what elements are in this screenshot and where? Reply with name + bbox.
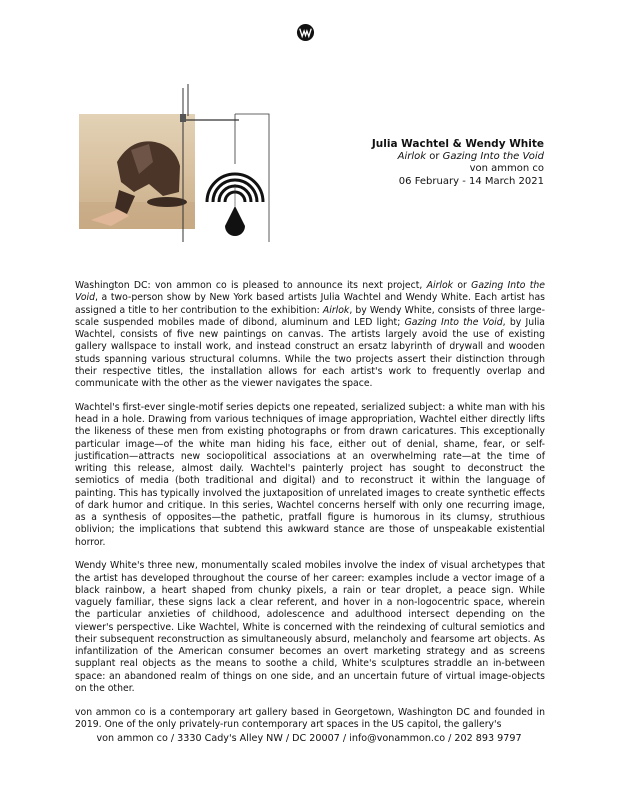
exhibition-artwork-image [79, 84, 278, 242]
paragraph-gallery: von ammon co is a contemporary art gallery based in Georgetown, Washington DC and founded in 2019. One of the only privately-run contemporary art spaces in the US capitol, the gallery's [75, 706, 545, 730]
exhibition-title: Airlok or Gazing Into the Void [397, 150, 544, 162]
footer-contact: von ammon co / 3330 Cady's Alley NW / DC 20007 / info@vonammon.co / 202 893 9797 [96, 733, 522, 744]
exhibition-header [372, 138, 544, 188]
paragraph-intro: Washington DC: von ammon co is pleased to announce its next project, Airlok or Gazing Into the Void, a two-person show by New York based artists Julia Wachtel and Wendy White. Each artist has assigned a title to her contribution to the exhibition: Airlok, by Wendy White, consists of three large-scale suspended mobiles made of dibond, aluminum and LED light; Gazing Into the Void, by Julia Wachtel, consists of five new paintings on canvas. The artists largely avoid the use of existing gallery wallspace to install work, and instead construct an ersatz labyrinth of drywall and wooden studs spanning various structural columns. While the two projects assert their distinction through their respective titles, the installation allows for each artist's work to frequently overlap and communicate with the other as the viewer navigates the space. [75, 280, 546, 389]
press-release-body [75, 280, 545, 766]
paragraph-white: Wendy White's three new, monumentally scaled mobiles involve the index of visual archetypes that the artist has developed throughout the course of her career: examples include a vector image of a black rainbow, a heart shaped from chunky pixels, a rain or tear droplet, a peace sign. While vaguely familiar, these signs lack a clear referent, and hover in a non-logocentric space, wherein the particular anxieties of childhood, adolescence and adulthood intersect depending on the viewer's perspective. Like Wachtel, White is concerned with the reindexing of cultural semiotics and their subsequent reconstruction as simultaneously absurd, melancholy and fearsome art objects. As infantilization of the American consumer becomes an overt marketing strategy and as screens supplant real objects as the means to soothe a child, White's sculptures straddle an in-between space: an abandoned realm of things on one side, and an uncertain future of virtual image-objects on the other. [75, 560, 545, 694]
paragraph-wachtel: Wachtel's first-ever single-motif series depicts one repeated, serialized subject: a white man with his head in a hole. Drawing from various techniques of image appropriation, Wachtel either directly lifts the likeness of these men from existing photographs or from drawn caricatures. This exceptionally particular image—of the white man hiding his face, either out of denial, shame, fear, or self-justification—attracts new sociopolitical associations at an overwhelming rate—at the time of writing this release, almost daily. Wachtel's painterly project has sought to deconstruct the semiotics of media (both traditional and digital) and to reconstruct it within the language of painting. This has typically involved the juxtaposition of unrelated images to create synthetic effects of dark humor and critique. In this series, Wachtel concerns herself with only one recurring image, as a synthesis of opposites—the pathetic, pratfall figure is humorous in its clumsy, struthious oblivion; the implications that subtend this awkward stance are those of unspeakable existential horror. [75, 401, 545, 548]
artists-heading: Julia Wachtel & Wendy White [371, 138, 544, 150]
gallery-logo-icon [296, 23, 315, 42]
gallery-name: von ammon co [469, 163, 544, 174]
exhibition-dates: 06 February - 14 March 2021 [398, 175, 544, 187]
